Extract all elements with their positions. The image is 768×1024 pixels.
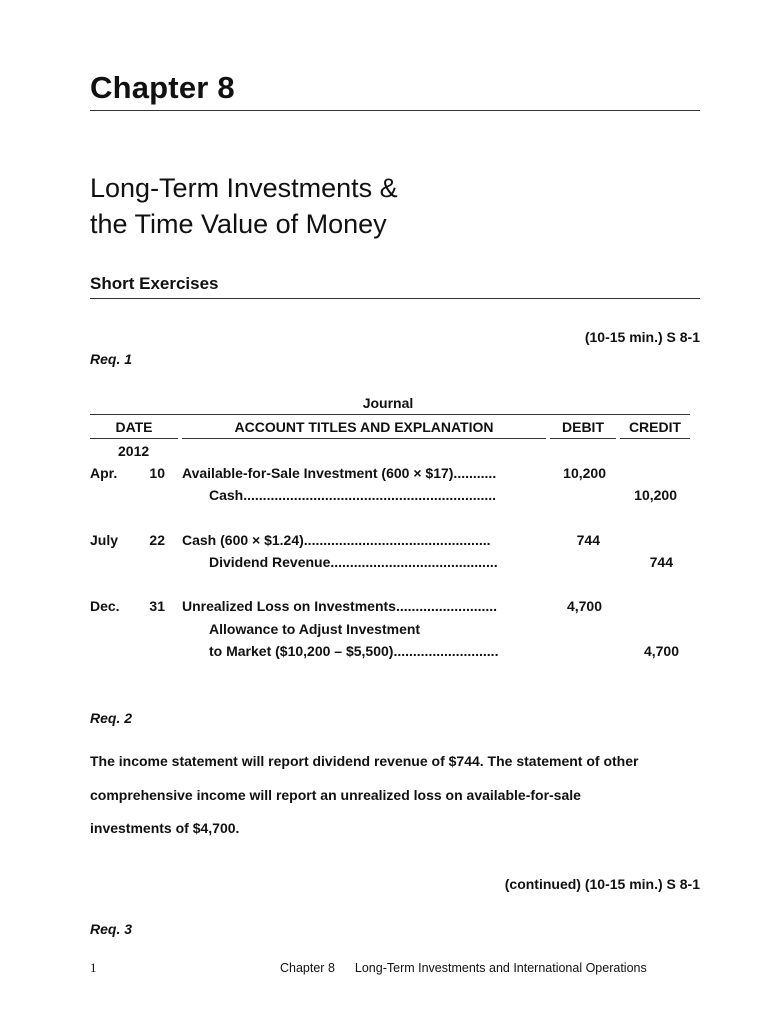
req-2-label: Req. 2 [90,710,133,726]
journal-heading: Journal [362,395,414,411]
req-1-label: Req. 1 [90,351,133,367]
entry-1-credit-account: Cash................................................................. [209,487,497,503]
entry-2-credit-amount: 744 [649,554,673,570]
column-header-date: DATE [115,419,153,435]
chapter-title: Chapter 8 [90,70,235,105]
journal-year: 2012 [118,443,150,459]
req-3-label: Req. 3 [90,921,133,937]
page-footer [280,961,667,975]
journal-top-rule [90,414,690,415]
chapter-rule [90,110,700,111]
date-header-rule [90,438,178,439]
entry-1-credit-amount: 10,200 [634,487,677,503]
entry-3-credit-amount: 4,700 [643,643,679,659]
answer-line-1: The income statement will report dividend revenue of $744. The statement of other [90,753,639,769]
page-title [90,170,398,242]
section-rule [90,298,700,299]
footer-chapter: Chapter 8 [280,961,335,975]
page-title-line-2: the Time Value of Money [90,209,387,239]
entry-1-debit-amount: 10,200 [563,465,606,481]
answer-line-2: comprehensive income will report an unrealized loss on available-for-sale [90,786,581,803]
debit-header-rule [550,438,616,439]
entry-3-day: 31 [149,598,165,614]
answer-paragraph [90,745,700,846]
entry-1-month: Apr. [90,465,118,481]
exercise-time-label: (10-15 min.) S 8-1 [584,329,700,345]
entry-2-day: 22 [149,532,165,548]
entry-2-month: July [90,532,119,548]
answer-line-3: investments of $4,700. [90,820,240,836]
entry-2-credit-account: Dividend Revenue........................................... [209,554,498,570]
entry-2-debit-account: Cash (600 × $1.24)................................................ [182,532,491,548]
entry-3-credit-account-line-2: to Market ($10,200 – $5,500)........................... [209,643,499,659]
column-header-account: ACCOUNT TITLES AND EXPLANATION [234,419,494,435]
page-number: 1 [90,960,97,975]
column-header-credit: CREDIT [628,419,682,435]
account-header-rule [182,438,546,439]
entry-3-debit-amount: 4,700 [566,598,602,614]
page-title-line-1: Long-Term Investments & [90,173,398,203]
section-title: Short Exercises [90,274,219,293]
entry-2-debit-amount: 744 [576,532,600,548]
continued-time-label: (continued) (10-15 min.) S 8-1 [504,876,700,892]
entry-3-credit-account-line-1: Allowance to Adjust Investment [209,621,421,637]
entry-1-day: 10 [149,465,165,481]
entry-1-debit-account: Available-for-Sale Investment (600 × $17)........... [182,465,497,481]
column-header-debit: DEBIT [562,419,604,435]
footer-title: Long-Term Investments and International Operations [354,961,647,975]
entry-3-month: Dec. [90,598,120,614]
credit-header-rule [620,438,690,439]
entry-3-debit-account: Unrealized Loss on Investments.......................... [182,598,498,614]
